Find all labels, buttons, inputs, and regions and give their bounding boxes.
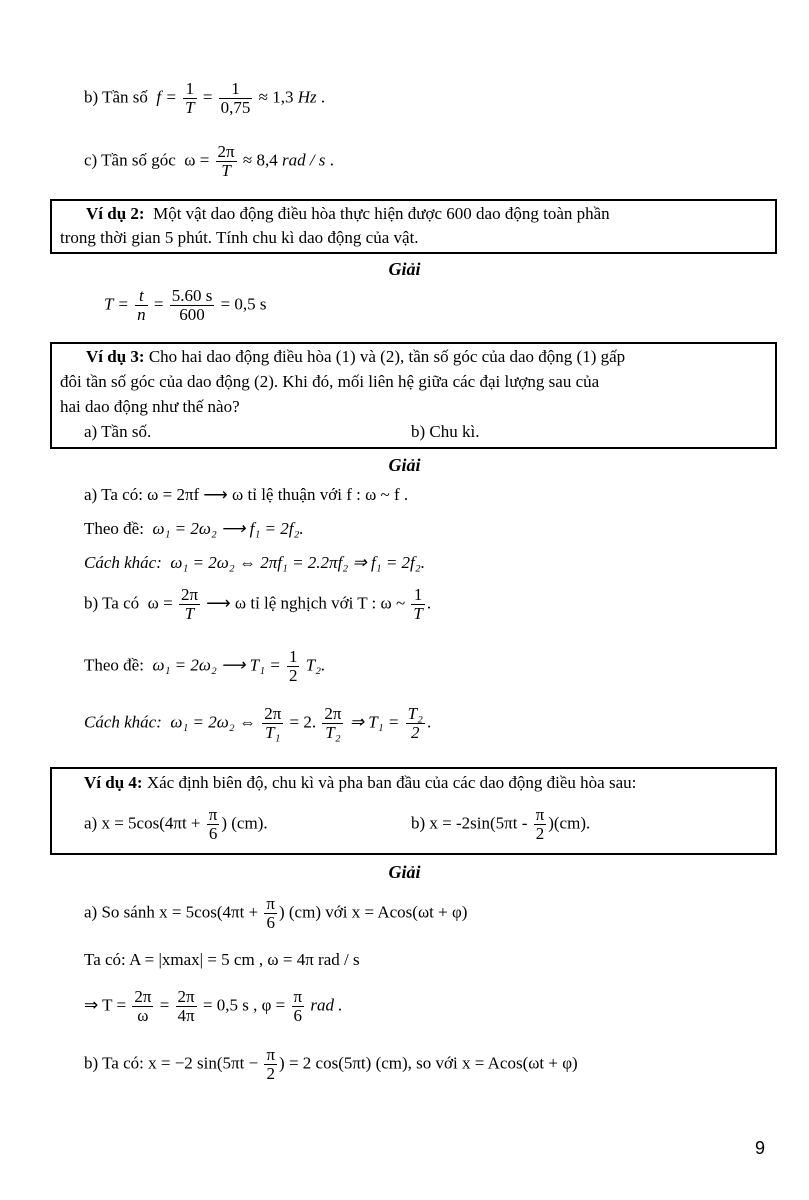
solution-4-a1: a) So sánh x = 5cos(4πt + $\frac{\pi}{6}$ ) (cm) với x = Acos(ωt + φ): [84, 894, 468, 932]
solution-3-b1: b) Ta có ω = $\frac{2\pi}{T}$ ⟶ ω tỉ lệ nghịch với T : ω ~ $\frac{1}{T}$ .: [84, 585, 432, 623]
angular-freq-line: c) Tần số góc ω = $\frac{2\pi}{T}$ ≈ 8,4 rad / s .: [84, 142, 334, 180]
solution-4-b1: b) Ta có: x = −2 sin(5πt − $\frac{\pi}{2}$ ) = 2 cos(5πt) (cm), so với x = Acos(ωt + φ): [84, 1045, 578, 1083]
solution-heading: Giải: [388, 455, 421, 475]
solution-3-b2: Theo đề: ω₁ = 2ω₂ ⟶ T₁ = $\frac{1}{2}$ T₂.: [84, 647, 326, 685]
solution-3-a1: a) Ta có: ω = 2πf ⟶ ω tỉ lệ thuận với f : ω ~ f .: [84, 485, 409, 504]
solution-heading: Giải: [388, 862, 421, 882]
solution-3-a2: Theo đề: ω₁ = 2ω₂ ⟶ f₁ = 2f₂.: [84, 519, 304, 538]
solution-3-b3: Cách khác: ω₁ = 2ω₂ ⇔ $\frac{2\pi}{\text{T₁}}$ = 2. $\frac{2\pi}{\text{T₂}}$ ⇒ T₁ = $\frac{\text{T₂}}{2}$ .: [84, 704, 432, 742]
solution-4-a3: ⇒ T = $\frac{2\pi}{\omega}$ = $\frac{2\pi}{4\pi}$ = 0,5 s , φ = $\frac{\pi}{6}$ rad .: [84, 987, 343, 1025]
fraction: $\frac{2\pi}{T}$: [217, 142, 235, 180]
freq-line: b) Tần số f = $\frac{1}{T}$ = $\frac{1}{0,75}$ ≈ 1,3 Hz .: [84, 79, 326, 117]
solution-2-formula: T = $\frac{t}{n}$ = $\frac{5.60 s}{600}$ = 0,5 s: [104, 286, 267, 324]
solution-3-a3: Cách khác: ω₁ = 2ω₂ ⇔ 2πf₁ = 2.2πf₂ ⇒ f₁ = 2f₂.: [84, 553, 425, 572]
solution-heading: Giải: [388, 259, 421, 279]
fraction: $\frac{1}{T}$: [185, 79, 195, 117]
solution-4-a2: Ta có: A = |xmax| = 5 cm , ω = 4π rad / s: [84, 950, 360, 969]
fraction: $\frac{1}{0,75}$: [220, 79, 251, 117]
page-number: 9: [754, 1138, 765, 1158]
